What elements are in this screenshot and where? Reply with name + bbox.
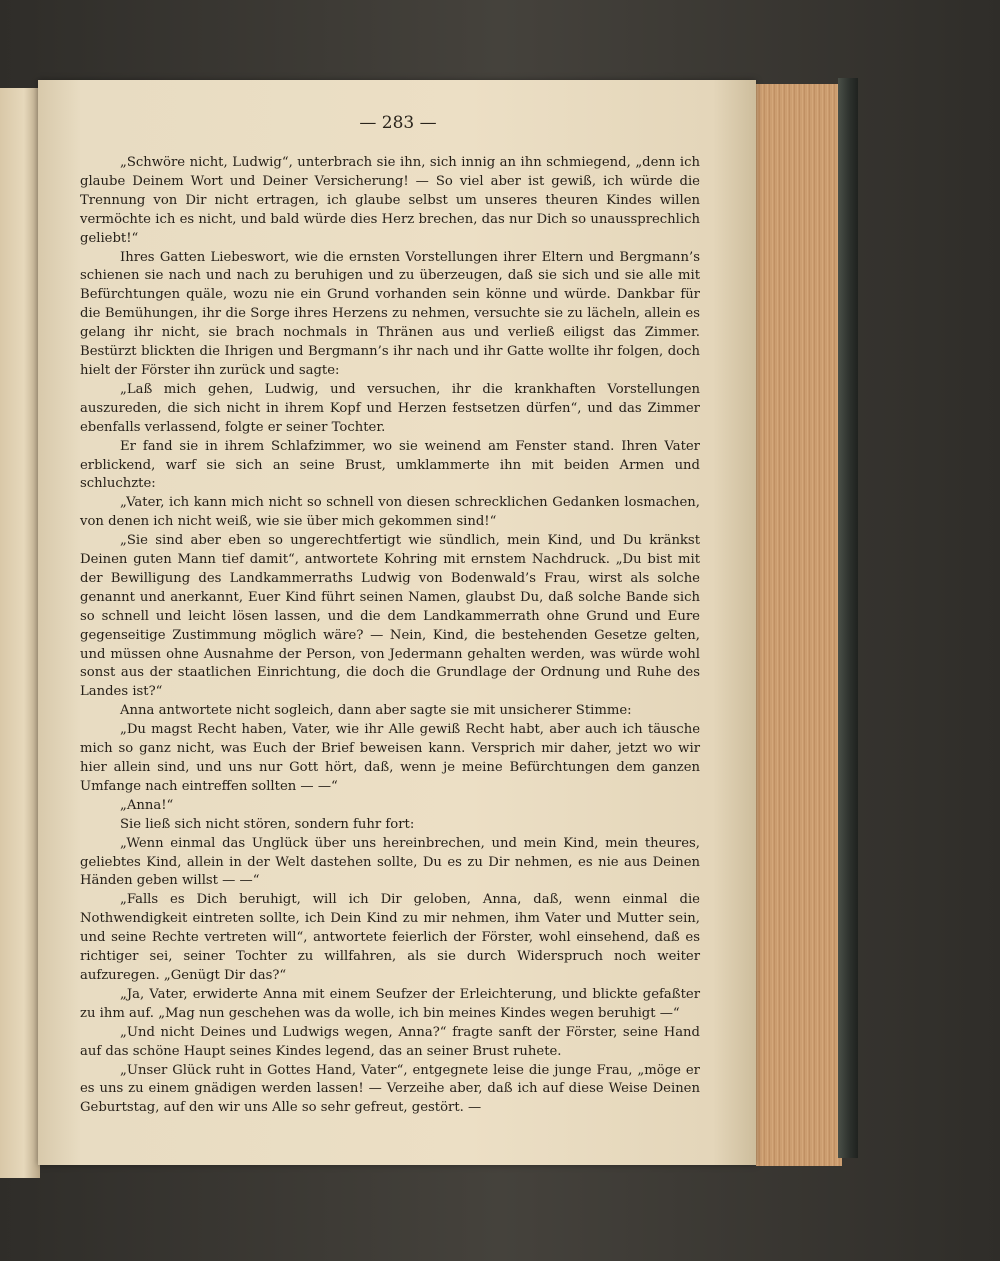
paragraph: „Wenn einmal das Unglück über uns hereinbrechen, und mein Kind, mein theures, geliebtes Kind, allein in der Welt dastehen sollte, Du es zu Dir nehmen, es nie aus Deinen Händen geben willst — —“ xyxy=(80,835,700,889)
paragraph: „Schwöre nicht, Ludwig“, unterbrach sie ihn, sich innig an ihn schmiegend, „denn ich glaube Deinem Wort und Deiner Versicherung! — So viel aber ist gewiß, ich würde die Trennung von Dir nicht ertragen, ich glaube selbst um unseres theuren Kindes willen vermöchte ich es nicht, und bald würde dies Herz brechen, das nur Dich so unaussprechlich geliebt!“ xyxy=(80,155,700,246)
paragraph: „Vater, ich kann mich nicht so schnell von diesen schrecklichen Gedanken losmachen, von denen ich nicht weiß, wie sie über mich gekommen sind!“ xyxy=(80,495,700,530)
left-page-edge xyxy=(0,88,40,1178)
paragraph: „Du magst Recht haben, Vater, wie ihr Alle gewiß Recht habt, aber auch ich täusche mich so ganz nicht, was Euch der Brief beweisen kann. Versprich mir daher, jetzt wo wir hier allein sind, und uns nur Gott hört, daß, wenn je meine Befürchtungen dem ganzen Umfange nach eintreffen sollten — —“ xyxy=(80,722,700,794)
paragraph: „Anna!“ xyxy=(120,797,174,813)
paragraph: „Sie sind aber eben so ungerechtfertigt wie sündlich, mein Kind, und Du kränkst Deinen guten Mann tief damit“, antwortete Kohring mit ernstem Nachdruck. „Du bist mit der Bewilligung des Landkammerraths Ludwig von Bodenwald’s Frau, wirst als solche genannt und anerkannt, Euer Kind führt seinen Namen, glaubst Du, daß solche Bande sich so schnell und leicht lösen lassen, und die dem Landkammerrath ohne Grund und Eure gegenseitige Zustimmung möglich wäre? — Nein, Kind, die bestehenden Gesetze gelten, und müssen ohne Ausnahme der Person, von Jedermann gehalten werden, was würde wohl sonst aus der staatlichen Einrichtung, die doch die Grundlage der Ordnung und Ruhe des Landes ist?“ xyxy=(80,533,700,700)
paragraph: „Laß mich gehen, Ludwig, und versuchen, ihr die krankhaften Vorstellungen auszureden, die sich nicht in ihrem Kopf und Herzen festsetzen dürfen“, und das Zimmer ebenfalls verlassend, folgte er seiner Tochter. xyxy=(80,381,700,435)
paragraph: Ihres Gatten Liebeswort, wie die ernsten Vorstellungen ihrer Eltern und Bergmann’s schienen sie nach und nach zu beruhigen und zu überzeugen, daß sie sich und sie alle mit Befürchtungen quäle, wozu nie ein Grund vorhanden sein könne und würde. Dankbar für die Bemühungen, ihr die Sorge ihres Herzens zu nehmen, versuchte sie zu lächeln, allein es gelang ihr nicht, sie brach nochmals in Thränen aus und verließ eiligst das Zimmer. Bestürzt blickten die Ihrigen und Bergmann’s ihr nach und ihr Gatte wollte ihr folgen, doch hielt der Förster ihn zurück und sagte: xyxy=(80,249,700,378)
page-text xyxy=(80,154,700,1118)
paragraph: „Ja, Vater, erwiderte Anna mit einem Seufzer der Erleichterung, und blickte gefaßter zu ihm auf. „Mag nun geschehen was da wolle, ich bin meines Kindes wegen beruhigt —“ xyxy=(80,986,700,1021)
paragraph: Sie ließ sich nicht stören, sondern fuhr fort: xyxy=(120,816,415,832)
paragraph: Anna antwortete nicht sogleich, dann aber sagte sie mit unsicherer Stimme: xyxy=(120,703,632,719)
book-page-edges xyxy=(756,84,842,1166)
page-number: — 283 — xyxy=(359,113,437,133)
book-cover-edge xyxy=(838,78,858,1158)
paragraph: „Unser Glück ruht in Gottes Hand, Vater“, entgegnete leise die junge Frau, „möge er es uns zu einem gnädigen werden lassen! — Verzeihe aber, daß ich auf diese Weise Deinen Geburtstag, auf den wir uns Alle so sehr gefreut, gestört. — xyxy=(80,1062,700,1116)
paragraph: „Falls es Dich beruhigt, will ich Dir geloben, Anna, daß, wenn einmal die Nothwendigkeit eintreten sollte, ich Dein Kind zu mir nehmen, ihm Vater und Mutter sein, und seine Rechte vertreten will“, antwortete feierlich der Förster, wohl einsehend, daß es richtiger sei, seiner Tochter zu willfahren, als sie durch Widerspruch noch weiter aufzuregen. „Genügt Dir das?“ xyxy=(80,892,700,983)
paragraph: „Und nicht Deines und Ludwigs wegen, Anna?“ fragte sanft der Förster, seine Hand auf das schöne Haupt seines Kindes legend, das an seiner Brust ruhete. xyxy=(80,1024,700,1059)
paragraph: Er fand sie in ihrem Schlafzimmer, wo sie weinend am Fenster stand. Ihren Vater erblickend, warf sie sich an seine Brust, umklammerte ihn mit beiden Armen und schluchzte: xyxy=(80,438,700,492)
